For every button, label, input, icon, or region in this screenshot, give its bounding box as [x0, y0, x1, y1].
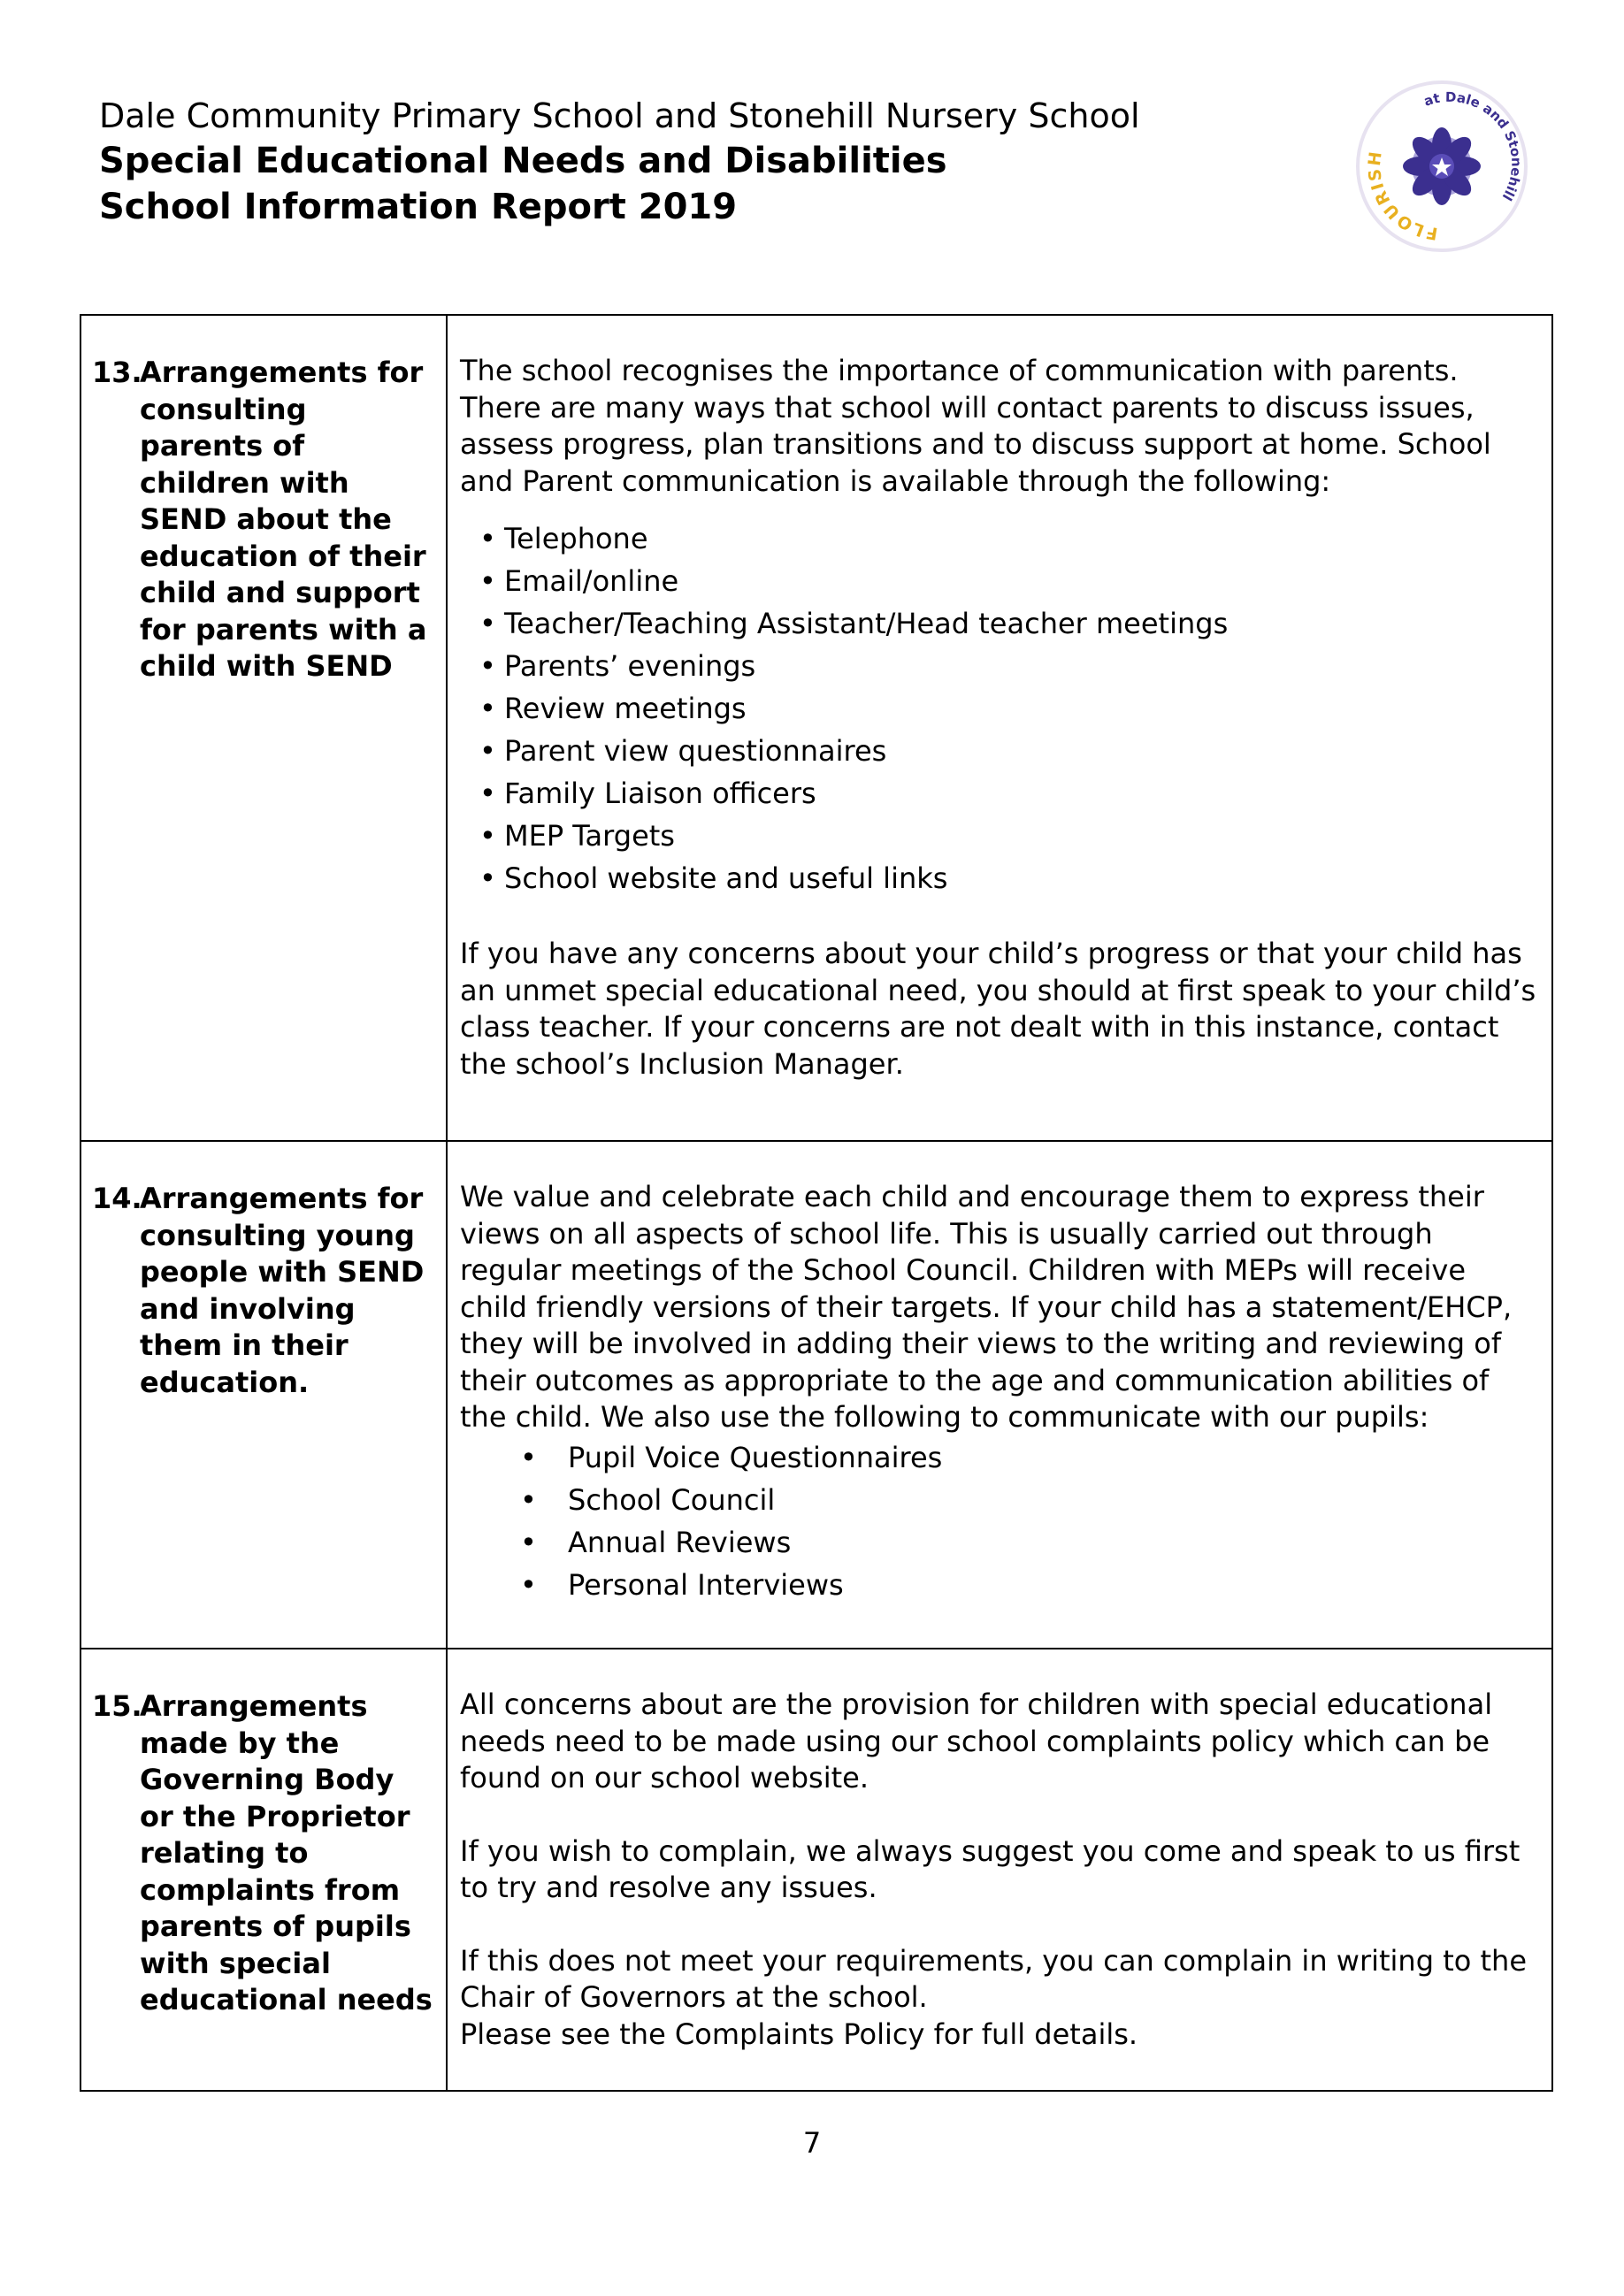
section-closing: If you have any concerns about your child’s progress or that your child has an unmet special educational need, you should at first speak to your child’s class teacher. If your concerns are not dealt with in this instance, contact the school’s Inclusion Manager.: [460, 937, 1536, 1081]
complaints-paragraph: If you wish to complain, we always suggest you come and speak to us first to try and resolve any issues.: [460, 1833, 1521, 1904]
list-item: • Teacher/Teaching Assistant/Head teacher meetings: [460, 602, 1539, 645]
pupil-communication-list: [460, 1436, 1539, 1606]
logo-text-left: FLOURISH: [1364, 149, 1439, 244]
section-heading-cell: [80, 1649, 447, 2091]
school-name: Dale Community Primary School and Stonehill Nursery School: [99, 96, 1140, 135]
list-item: • Pupil Voice Questionnaires: [460, 1436, 1539, 1479]
flower-icon: [1403, 127, 1481, 205]
page-number: 7: [802, 2126, 822, 2160]
report-title-line1: Special Educational Needs and Disabilities: [99, 141, 947, 181]
table-row: [80, 315, 1552, 1141]
section-content-cell: [447, 1649, 1552, 2091]
flourish-logo: [1353, 78, 1530, 255]
table-row: [80, 1141, 1552, 1649]
section-heading-cell: [80, 1141, 447, 1649]
section-number: 15.: [92, 1689, 142, 1723]
section-heading: Arrangements for consulting parents of children with SEND about the education of their child and support for parents with a child with SEND: [140, 356, 427, 683]
section-heading-cell: [80, 315, 447, 1141]
section-number: 13.: [92, 356, 142, 389]
list-item: • Parent view questionnaires: [460, 730, 1539, 772]
document-header: [99, 94, 1337, 230]
list-item: • Email/online: [460, 560, 1539, 602]
list-item: • Telephone: [460, 517, 1539, 560]
section-content-cell: [447, 315, 1552, 1141]
report-title-line2: School Information Report 2019: [99, 187, 738, 227]
table-row: [80, 1649, 1552, 2091]
list-item: • Annual Reviews: [460, 1521, 1539, 1564]
section-intro: The school recognises the importance of communication with parents. There are many ways that school will contact parents to discuss issues, assess progress, plan transitions and to discuss support at home. School and Parent communication is available through the following:: [460, 354, 1491, 498]
section-content-cell: [447, 1141, 1552, 1649]
list-item: • MEP Targets: [460, 815, 1539, 857]
complaints-paragraph: Please see the Complaints Policy for full details.: [460, 2017, 1138, 2051]
list-item: • Personal Interviews: [460, 1564, 1539, 1606]
section-intro: We value and celebrate each child and encourage them to express their views on all aspects of school life. This is usually carried out through regular meetings of the School Council. Children with MEPs will receive child friendly versions of their targets. If your child has a statement/EHCP, they will be involved in adding their views to the writing and reviewing of their outcomes as appropriate to the age and communication abilities of the child. We also use the following to communicate with our pupils:: [460, 1180, 1513, 1434]
complaints-paragraph: If this does not meet your requirements, you can complain in writing to the Chair of Governors at the school.: [460, 1943, 1527, 2014]
list-item: • School website and useful links: [460, 857, 1539, 899]
list-item: • Parents’ evenings: [460, 645, 1539, 687]
list-item: • School Council: [460, 1479, 1539, 1521]
list-item: • Family Liaison officers: [460, 772, 1539, 815]
list-item: • Review meetings: [460, 687, 1539, 730]
complaints-paragraph: All concerns about are the provision for children with special educational needs need to be made using our school complaints policy which can be found on our school website.: [460, 1688, 1493, 1795]
communication-list: [460, 517, 1539, 899]
logo-text-right: at Dale and Stonehill: [1421, 88, 1525, 204]
section-number: 14.: [92, 1182, 142, 1215]
section-heading: Arrangements made by the Governing Body or the Proprietor relating to complaints from parents of pupils with special educational needs: [140, 1689, 433, 2017]
section-heading: Arrangements for consulting young people with SEND and involving them in their education.: [140, 1182, 425, 1399]
send-report-table: [80, 314, 1553, 2092]
